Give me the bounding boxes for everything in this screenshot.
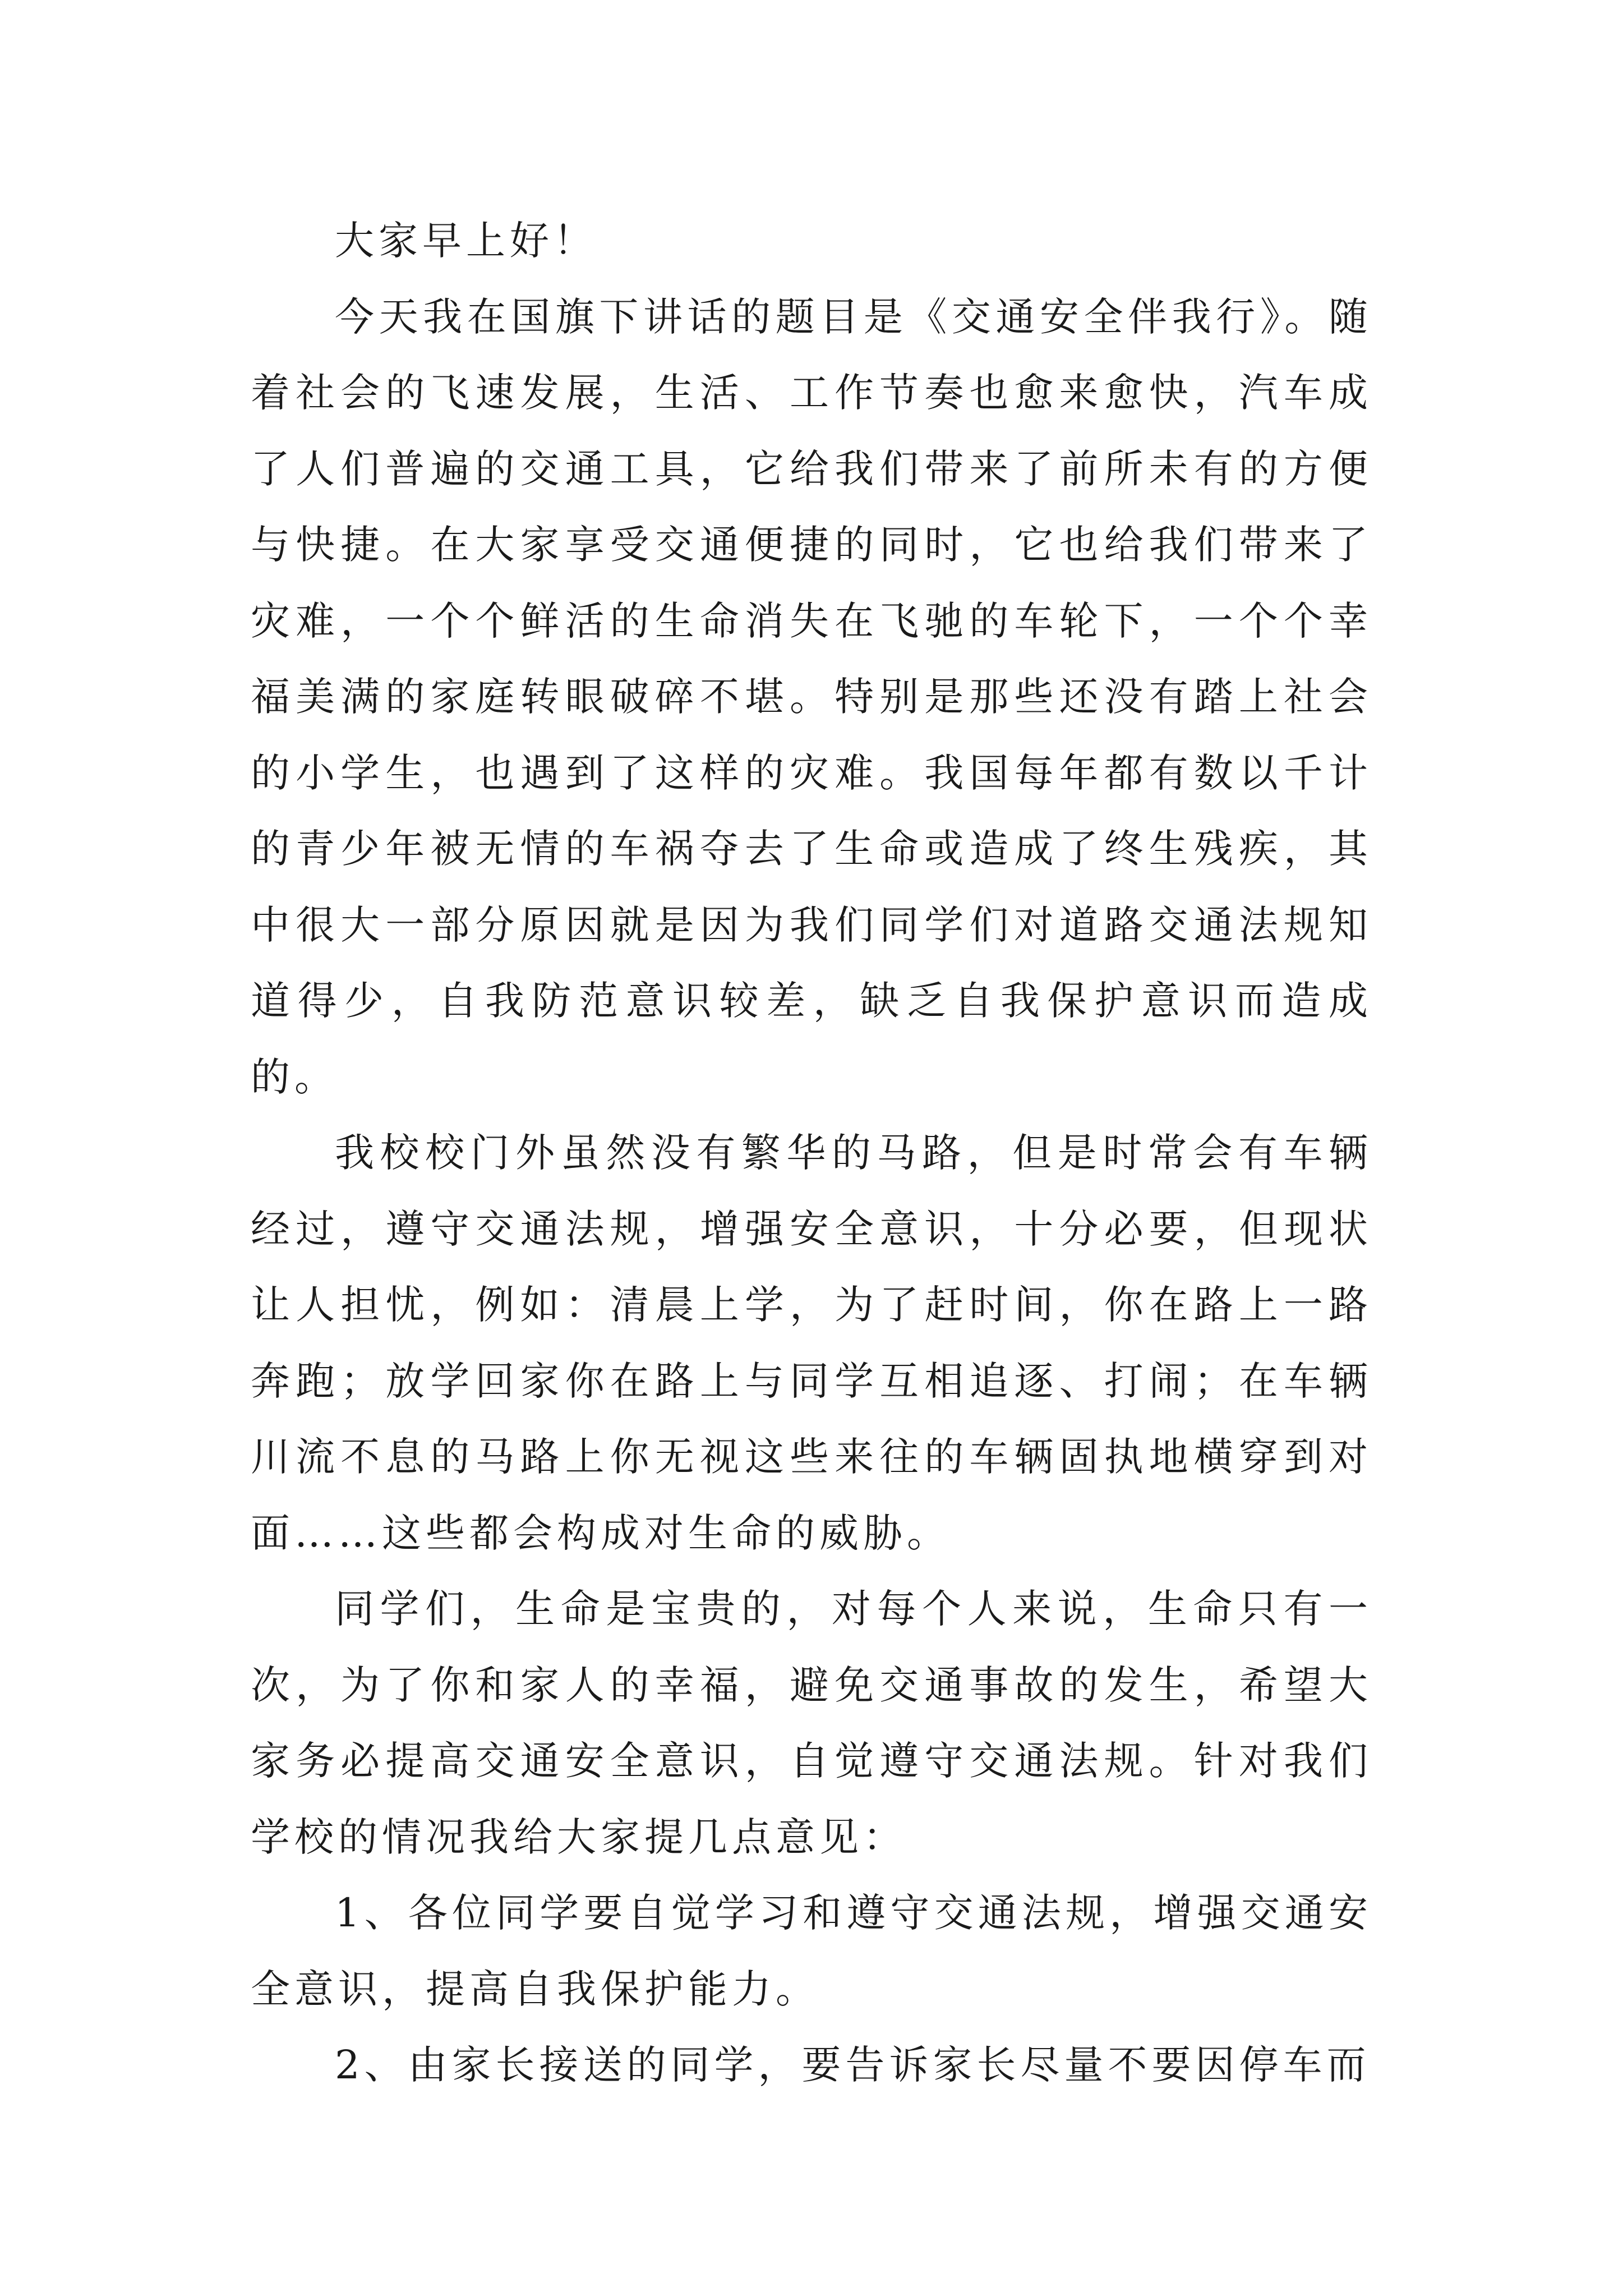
paragraph-appeal: 同学们，生命是宝贵的，对每个人来说，生命只有一次，为了你和家人的幸福，避免交通事故的发生，希望大家务必提高交通安全意识，自觉遵守交通法规。针对我们学校的情况我给大家提几点意见： xyxy=(251,1586,1372,1860)
paragraph-point-1: 1、各位同学要自觉学习和遵守交通法规，增强交通安全意识，提高自我保护能力。 xyxy=(251,1890,1372,2012)
paragraph-greeting: 大家早上好！ xyxy=(335,218,597,264)
document-body xyxy=(251,203,1372,2104)
paragraph-school-gate: 我校校门外虽然没有繁华的马路，但是时常会有车辆经过，遵守交通法规，增强安全意识，十分必要，但现状让人担忧，例如：清晨上学，为了赶时间，你在路上一路奔跑；放学回家你在路上与同学互相追逐、打闹；在车辆川流不息的马路上你无视这些来往的车辆固执地横穿到对面……这些都会构成对生命的威胁。 xyxy=(251,1130,1372,1556)
paragraph-point-2: 2、由家长接送的同学，要告诉家长尽量不要因停车而 xyxy=(335,2042,1371,2088)
paragraph-topic: 今天我在国旗下讲话的题目是《交通安全伴我行》。随着社会的飞速发展，生活、工作节奏也愈来愈快，汽车成了人们普遍的交通工具，它给我们带来了前所未有的方便与快捷。在大家享受交通便捷的同时，它也给我们带来了灾难，一个个鲜活的生命消失在飞驰的车轮下，一个个幸福美满的家庭转眼破碎不堪。特别是那些还没有踏上社会的小学生，也遇到了这样的灾难。我国每年都有数以千计的青少年被无情的车祸夺去了生命或造成了终生残疾，其中很大一部分原因就是因为我们同学们对道路交通法规知道得少，自我防范意识较差，缺乏自我保护意识而造成的。 xyxy=(251,293,1372,1100)
